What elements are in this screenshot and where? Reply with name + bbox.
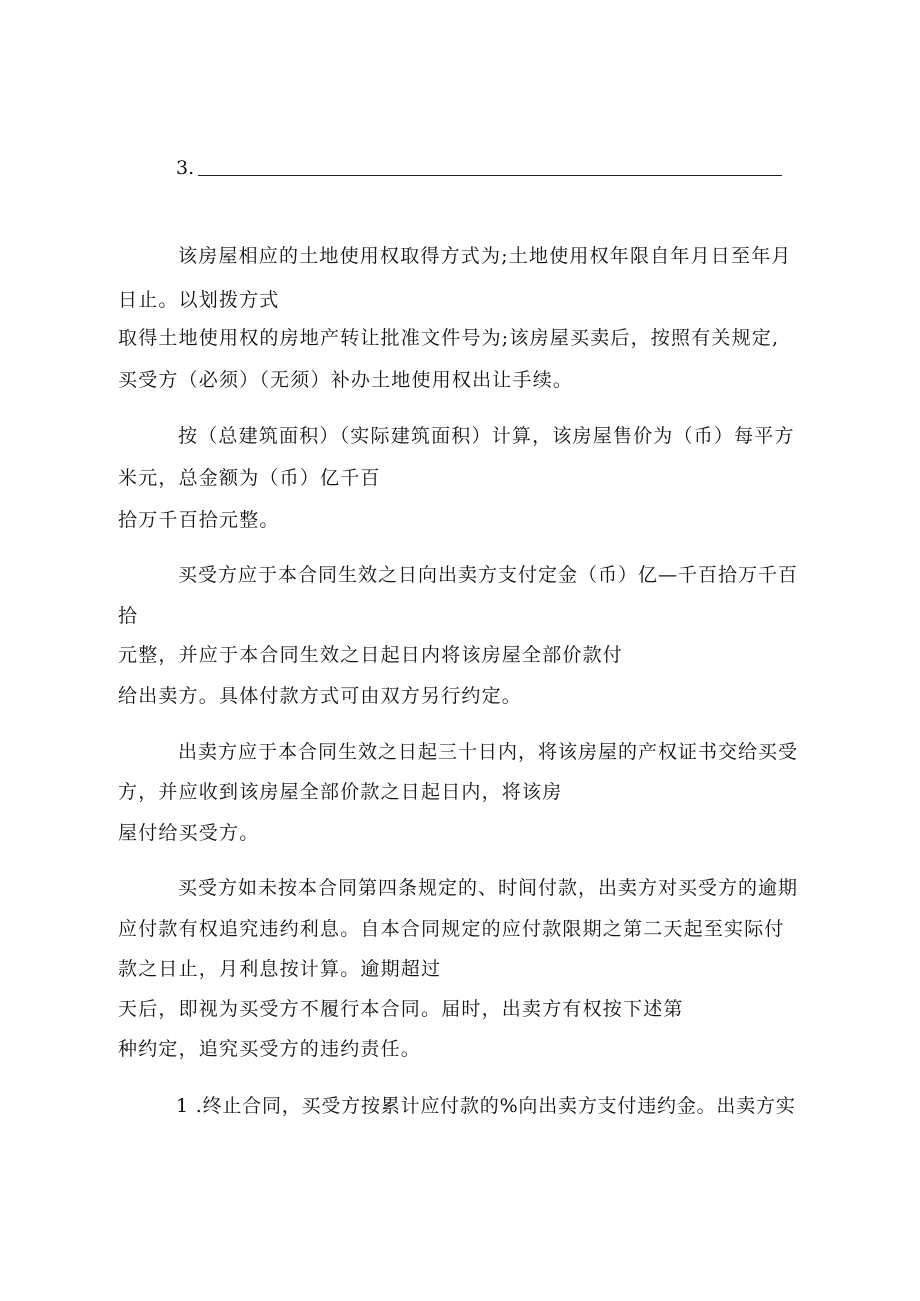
paragraph-land-use-line-2: 日止。以划拨方式: [118, 289, 280, 311]
paragraph-late-payment-line-2: 应付款有权追究违约利息。自本合同规定的应付款限期之第二天起至实际付: [118, 918, 785, 940]
paragraph-price-line-2: 米元，总金额为（币）亿千百: [118, 467, 381, 489]
paragraph-termination-line-1: 1 .终止合同，买受方按累计应付款的%向出卖方支付违约金。出卖方实: [176, 1095, 796, 1117]
paragraph-deposit-line-3: 元整，并应于本合同生效之日起日内将该房屋全部价款付: [118, 644, 624, 666]
paragraph-deposit-line-4: 给出卖方。具体付款方式可由双方另行约定。: [118, 685, 523, 707]
paragraph-price-line-1: 按（总建筑面积）（实际建筑面积）计算，该房屋售价为（币）每平方: [178, 425, 795, 447]
paragraph-late-payment-line-1: 买受方如未按本合同第四条规定的、时间付款，出卖方对买受方的逾期: [178, 877, 799, 899]
item-number-3: 3.: [176, 157, 195, 179]
paragraph-land-use-line-1: 该房屋相应的土地使用权取得方式为;土地使用权年限自年月日至年月: [178, 245, 792, 267]
paragraph-delivery-line-2: 方，并应收到该房屋全部价款之日起日内，将该房: [118, 781, 563, 803]
paragraph-late-payment-line-4: 天后，即视为买受方不履行本合同。届时，出卖方有权按下述第: [118, 998, 684, 1020]
paragraph-late-payment-line-5: 种约定，追究买受方的违约责任。: [118, 1038, 422, 1060]
blank-fill-line: [198, 175, 782, 176]
paragraph-deposit-line-1: 买受方应于本合同生效之日向出卖方支付定金（币）亿—千百拾万千百: [178, 564, 799, 586]
paragraph-late-payment-line-3: 款之日止，月利息按计算。逾期超过: [118, 958, 442, 980]
paragraph-land-use-line-3: 取得土地使用权的房地产转让批准文件号为;该房屋买卖后，按照有关规定,: [118, 327, 780, 349]
paragraph-deposit-line-2: 拾: [118, 605, 139, 627]
paragraph-delivery-line-3: 屋付给买受方。: [118, 822, 260, 844]
paragraph-land-use-line-4: 买受方（必须）（无须）补办土地使用权出让手续。: [118, 369, 574, 391]
paragraph-delivery-line-1: 出卖方应于本合同生效之日起三十日内，将该房屋的产权证书交给买受: [178, 741, 799, 763]
paragraph-price-line-3: 拾万千百拾元整。: [118, 509, 280, 531]
